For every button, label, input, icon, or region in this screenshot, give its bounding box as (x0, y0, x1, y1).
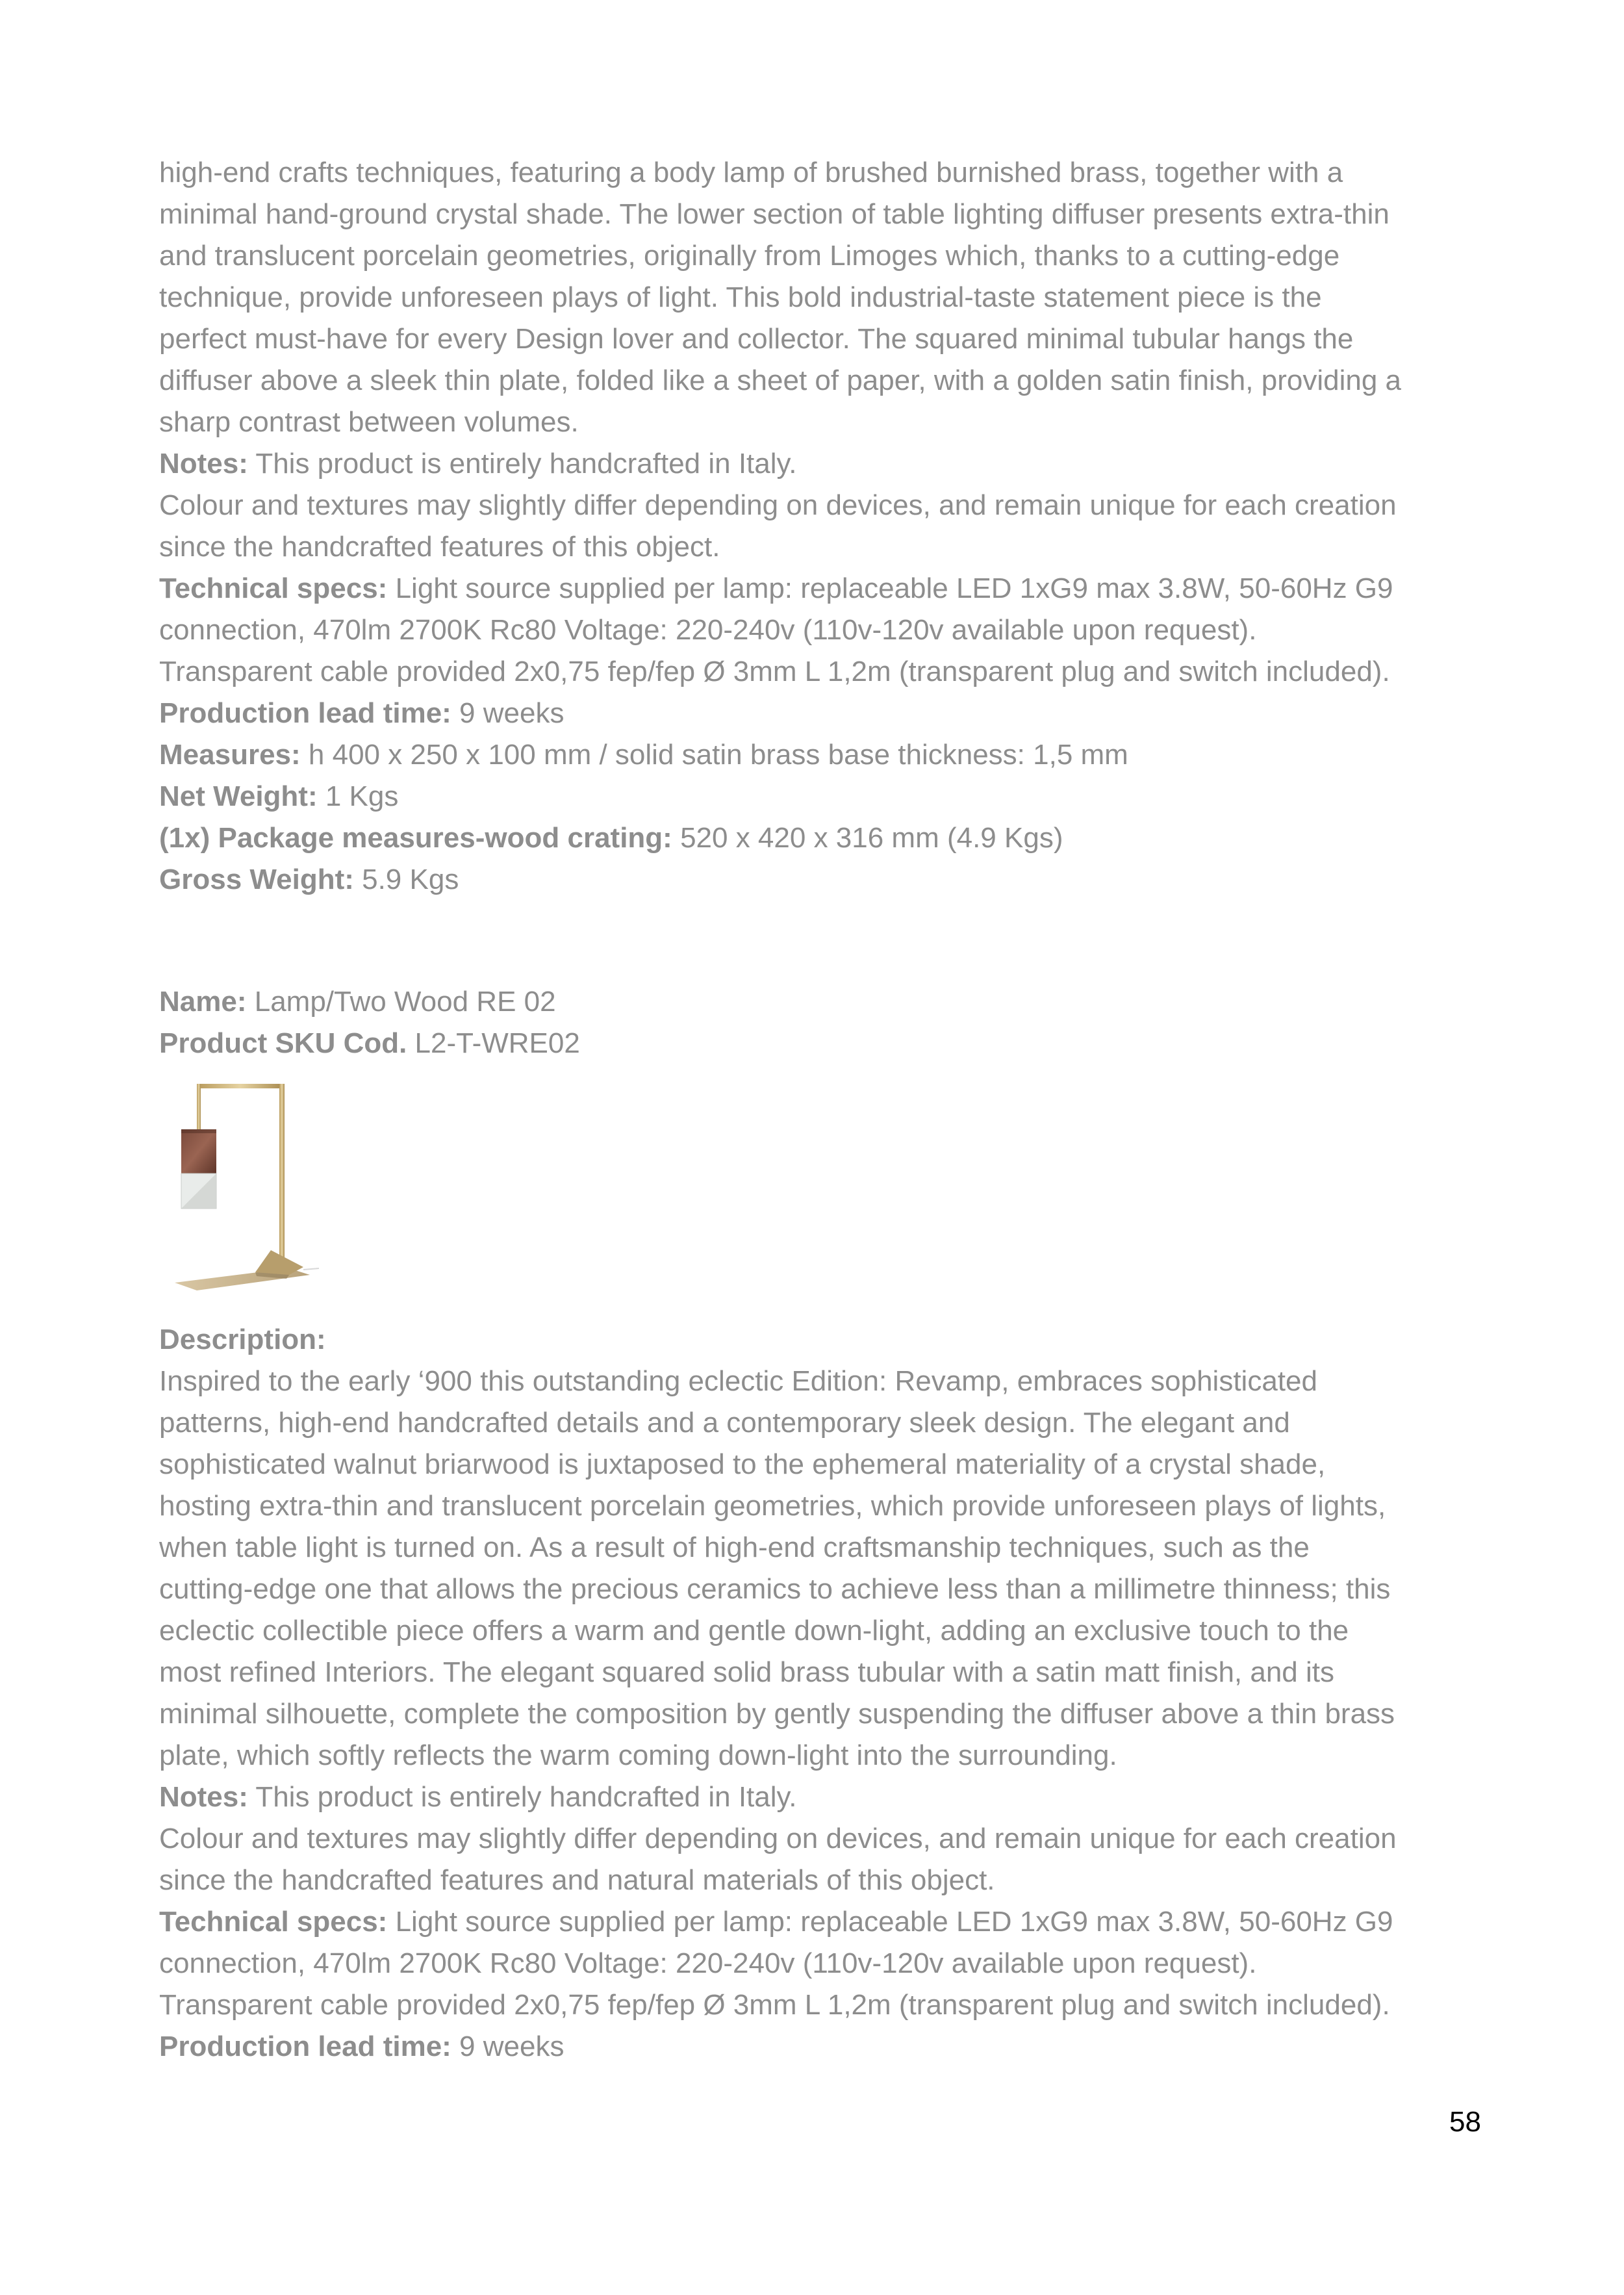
gross-weight-label: Gross Weight: (159, 864, 354, 895)
description-line: and translucent porcelain geometries, originally from Limoges which, thanks to a cutting-edge (159, 240, 1340, 272)
description-line: sharp contrast between volumes. (159, 406, 579, 438)
product-sku-line (159, 1023, 1484, 1064)
lead-time-value: 9 weeks (451, 2031, 565, 2062)
lead-time-label: Production lead time: (159, 2031, 451, 2062)
colour-note-line: since the handcrafted features of this object. (159, 531, 720, 563)
product-name-value: Lamp/Two Wood RE 02 (246, 986, 556, 1018)
product-1-details (159, 152, 1484, 901)
technical-specs-line (159, 568, 1484, 609)
lead-time-label: Production lead time: (159, 697, 451, 729)
net-weight-label: Net Weight: (159, 780, 318, 812)
product-2-details (159, 1319, 1484, 2068)
colour-note-line: since the handcrafted features and natural materials of this object. (159, 1864, 995, 1896)
description-line: technique, provide unforeseen plays of light. This bold industrial-taste statement piece is the (159, 281, 1322, 313)
colour-note-line: Colour and textures may slightly differ depending on devices, and remain unique for each creation (159, 1823, 1397, 1854)
gross-weight-value: 5.9 Kgs (353, 864, 459, 895)
technical-specs-line: connection, 470lm 2700K Rc80 Voltage: 220-240v (110v-120v available upon request). (159, 614, 1257, 646)
description-line: patterns, high-end handcrafted details and a contemporary sleek design. The elegant and (159, 1407, 1290, 1439)
page-number: 58 (1449, 2106, 1481, 2138)
product-name-line (159, 981, 1484, 1023)
notes-line (159, 1776, 1484, 1818)
measures-line (159, 734, 1484, 776)
description-line: perfect must-have for every Design lover and collector. The squared minimal tubular hangs the (159, 323, 1354, 355)
description-line: plate, which softly reflects the warm coming down-light into the surrounding. (159, 1739, 1117, 1771)
measures-value: h 400 x 250 x 100 mm / solid satin brass base thickness: 1,5 mm (300, 739, 1128, 771)
description-line: cutting-edge one that allows the precious ceramics to achieve less than a millimetre thinness; this (159, 1573, 1391, 1605)
notes-line (159, 443, 1484, 485)
technical-specs-line: Transparent cable provided 2x0,75 fep/fep Ø 3mm L 1,2m (transparent plug and switch included). (159, 656, 1390, 687)
description-line: minimal silhouette, complete the composition by gently suspending the diffuser above a thin brass (159, 1698, 1395, 1730)
notes-text: This product is entirely handcrafted in Italy. (247, 448, 797, 480)
product-sku-label: Product SKU Cod. (159, 1027, 407, 1059)
net-weight-value: 1 Kgs (317, 780, 399, 812)
technical-specs-text: Light source supplied per lamp: replaceable LED 1xG9 max 3.8W, 50-60Hz G9 (387, 572, 1393, 604)
measures-label: Measures: (159, 739, 301, 771)
technical-specs-label: Technical specs: (159, 572, 388, 604)
lead-time-line (159, 2026, 1484, 2068)
net-weight-line (159, 776, 1484, 817)
description-line: sophisticated walnut briarwood is juxtaposed to the ephemeral materiality of a crystal shade, (159, 1448, 1326, 1480)
lead-time-line (159, 693, 1484, 734)
description-line: eclectic collectible piece offers a warm and gentle down-light, adding an exclusive touch to the (159, 1615, 1349, 1647)
description-line: high-end crafts techniques, featuring a body lamp of brushed burnished brass, together with a (159, 157, 1343, 188)
lead-time-value: 9 weeks (451, 697, 565, 729)
description-label: Description: (159, 1324, 326, 1355)
notes-text: This product is entirely handcrafted in Italy. (247, 1781, 797, 1813)
description-line: Inspired to the early ‘900 this outstanding eclectic Edition: Revamp, embraces sophisticated (159, 1365, 1317, 1397)
package-measures-value: 520 x 420 x 316 mm (4.9 Kgs) (672, 822, 1063, 854)
description-line: when table light is turned on. As a result of high-end craftsmanship techniques, such as the (159, 1532, 1310, 1563)
technical-specs-line (159, 1901, 1484, 1943)
product-2-header (159, 981, 1484, 1064)
lamp-product-image (159, 1080, 322, 1301)
gross-weight-line (159, 859, 1484, 901)
technical-specs-line: Transparent cable provided 2x0,75 fep/fep Ø 3mm L 1,2m (transparent plug and switch included). (159, 1989, 1390, 2021)
description-line: hosting extra-thin and translucent porcelain geometries, which provide unforeseen plays of lights, (159, 1490, 1386, 1522)
package-measures-line (159, 817, 1484, 859)
product-name-label: Name: (159, 986, 247, 1018)
notes-label: Notes: (159, 448, 248, 480)
technical-specs-label: Technical specs: (159, 1906, 388, 1938)
colour-note-line: Colour and textures may slightly differ depending on devices, and remain unique for each creation (159, 489, 1397, 521)
description-line: diffuser above a sleek thin plate, folded like a sheet of paper, with a golden satin finish, providing a (159, 365, 1401, 396)
technical-specs-line: connection, 470lm 2700K Rc80 Voltage: 220-240v (110v-120v available upon request). (159, 1947, 1257, 1979)
package-measures-label: (1x) Package measures-wood crating: (159, 822, 672, 854)
description-line: most refined Interiors. The elegant squared solid brass tubular with a satin matt finish, and its (159, 1656, 1335, 1688)
technical-specs-text: Light source supplied per lamp: replaceable LED 1xG9 max 3.8W, 50-60Hz G9 (387, 1906, 1393, 1938)
description-heading (159, 1319, 1484, 1361)
notes-label: Notes: (159, 1781, 248, 1813)
product-sku-value: L2-T-WRE02 (407, 1027, 580, 1059)
description-line: minimal hand-ground crystal shade. The lower section of table lighting diffuser presents extra-thin (159, 198, 1389, 230)
